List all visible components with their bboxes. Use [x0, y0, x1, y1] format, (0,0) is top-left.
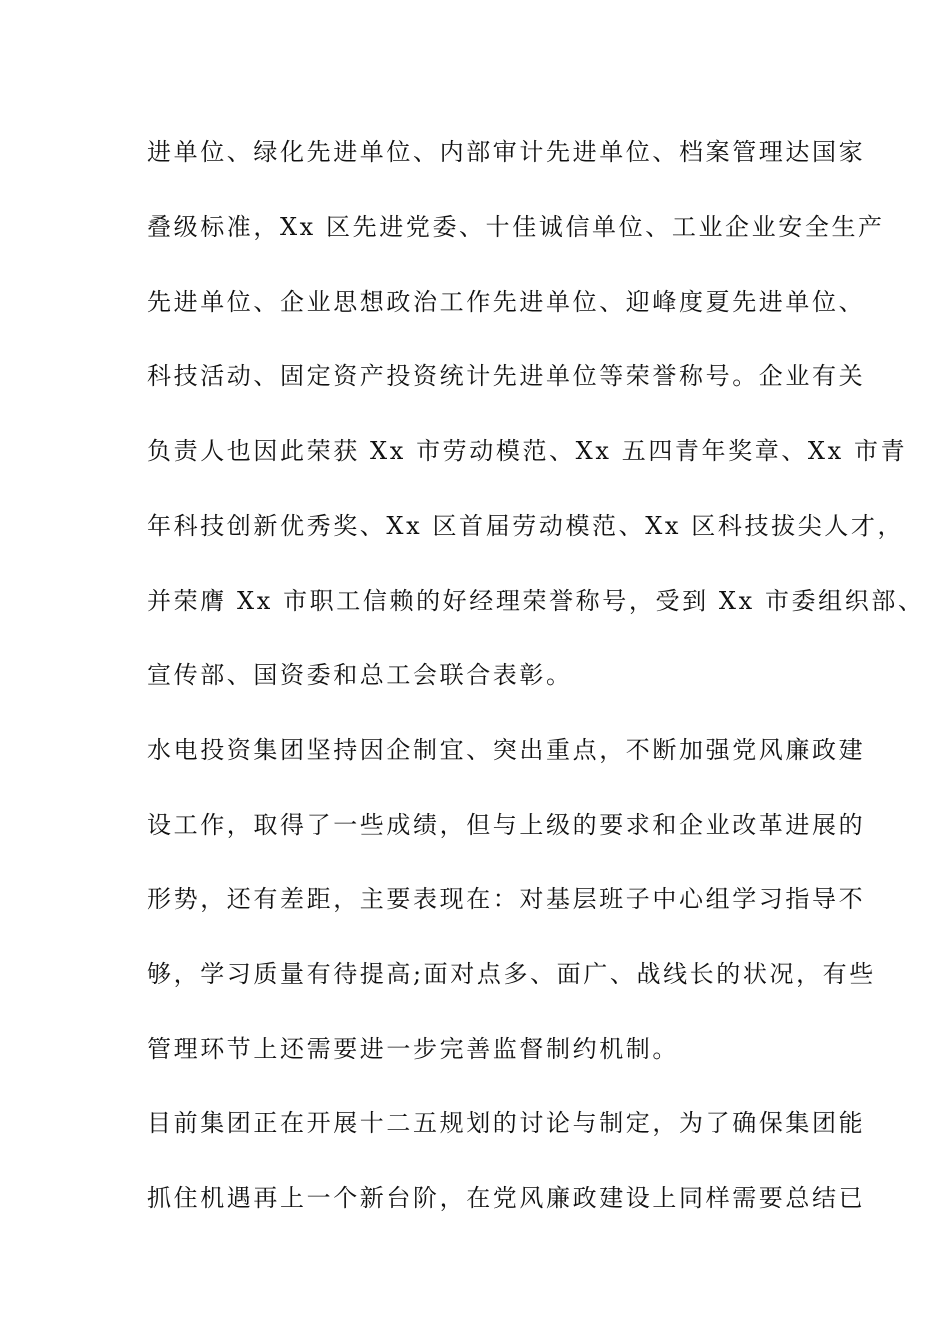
text-line: 够，学习质量有待提高;面对点多、面广、战线长的状况，有些 [147, 960, 876, 988]
text-line: 抓住机遇再上一个新台阶，在党风廉政建设上同样需要总结已 [147, 1184, 866, 1212]
text-line: 先进单位、企业思想政治工作先进单位、迎峰度夏先进单位、 [147, 288, 866, 316]
text-line: 并荣膺 Xx 市职工信赖的好经理荣誉称号，受到 Xx 市委组织部、 [147, 587, 925, 615]
text-line: 负责人也因此荣获 Xx 市劳动模范、Xx 五四青年奖章、Xx 市青 [147, 437, 908, 465]
text-line: 年科技创新优秀奖、Xx 区首届劳动模范、Xx 区科技拔尖人才， [147, 512, 905, 540]
text-line: 管理环节上还需要进一步完善监督制约机制。 [147, 1035, 679, 1063]
text-line: 水电投资集团坚持因企制宜、突出重点，不断加强党风廉政建 [147, 736, 866, 764]
text-line: 进单位、绿化先进单位、内部审计先进单位、档案管理达国家 [147, 138, 866, 166]
text-line: 目前集团正在开展十二五规划的讨论与制定，为了确保集团能 [147, 1109, 866, 1137]
text-line: 形势，还有差距，主要表现在：对基层班子中心组学习指导不 [147, 885, 866, 913]
text-line: 叠级标准，Xx 区先进党委、十佳诚信单位、工业企业安全生产 [147, 213, 885, 241]
text-line: 宣传部、国资委和总工会联合表彰。 [147, 661, 573, 689]
text-line: 科技活动、固定资产投资统计先进单位等荣誉称号。企业有关 [147, 362, 866, 390]
text-line: 设工作，取得了一些成绩，但与上级的要求和企业改革进展的 [147, 811, 866, 839]
